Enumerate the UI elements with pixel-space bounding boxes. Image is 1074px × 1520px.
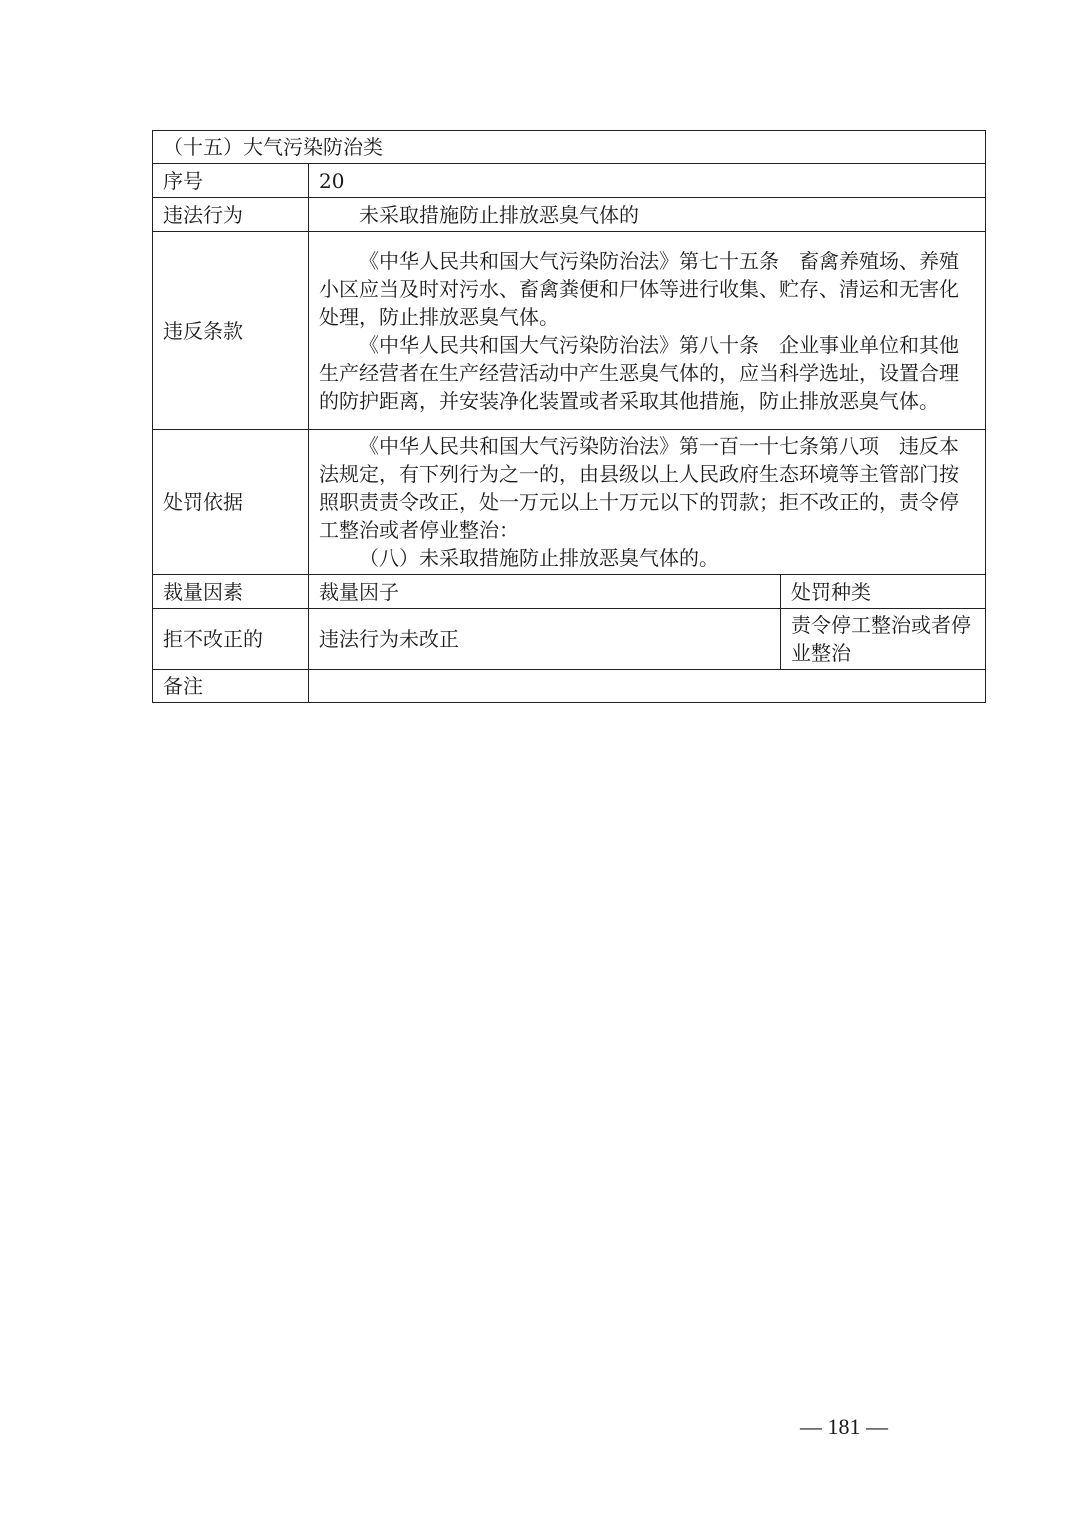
discretion-factor-header: 裁量因子 bbox=[309, 575, 781, 609]
penalty-basis-row bbox=[153, 430, 986, 575]
remarks-row bbox=[153, 670, 986, 703]
provisions-row bbox=[153, 232, 986, 430]
page-number: — 181 — bbox=[800, 1414, 888, 1439]
penalty-basis-content bbox=[309, 430, 986, 575]
provision-paragraph: 《中华人民共和国大气污染防治法》第七十五条 畜禽养殖场、养殖小区应当及时对污水、畜禽粪便和尸体等进行收集、贮存、清运和无害化处理，防止排放恶臭气体。 bbox=[319, 248, 959, 329]
serial-label: 序号 bbox=[153, 164, 309, 198]
violation-label: 违法行为 bbox=[153, 198, 309, 232]
penalty-basis-item: （八）未采取措施防止排放恶臭气体的。 bbox=[359, 546, 719, 570]
penalty-basis-label: 处罚依据 bbox=[153, 430, 309, 575]
violation-row bbox=[153, 198, 986, 232]
discretion-row bbox=[153, 609, 986, 670]
discretion-header-row bbox=[153, 575, 986, 609]
provision-paragraph: 《中华人民共和国大气污染防治法》第八十条 企业事业单位和其他生产经营者在生产经营活动中产生恶臭气体的，应当科学选址，设置合理的防护距离，并安装净化装置或者采取其他措施，防止排放恶臭气体。 bbox=[319, 332, 959, 413]
section-title: （十五）大气污染防治类 bbox=[153, 131, 986, 164]
discretion-header-label: 裁量因素 bbox=[153, 575, 309, 609]
penalty-type-header: 处罚种类 bbox=[781, 575, 986, 609]
penalty-type: 责令停工整治或者停业整治 bbox=[781, 609, 986, 670]
serial-value: 20 bbox=[309, 164, 986, 198]
penalty-basis-paragraph: 《中华人民共和国大气污染防治法》第一百一十七条第八项 违反本法规定，有下列行为之一的，由县级以上人民政府生态环境等主管部门按照职责责令改正，处一万元以上十万元以下的罚款；拒不改正的，责令停工整治或者停业整治： bbox=[319, 434, 959, 542]
remarks-value bbox=[309, 670, 986, 703]
discretion-circumstance: 拒不改正的 bbox=[153, 609, 309, 670]
violation-value bbox=[309, 198, 986, 232]
section-title-row bbox=[153, 131, 986, 164]
remarks-label: 备注 bbox=[153, 670, 309, 703]
serial-row bbox=[153, 164, 986, 198]
discretion-standard-table bbox=[152, 130, 986, 703]
provisions-content bbox=[309, 232, 986, 430]
provisions-label: 违反条款 bbox=[153, 232, 309, 430]
violation-text: 未采取措施防止排放恶臭气体的 bbox=[359, 202, 639, 227]
discretion-factor: 违法行为未改正 bbox=[309, 609, 781, 670]
